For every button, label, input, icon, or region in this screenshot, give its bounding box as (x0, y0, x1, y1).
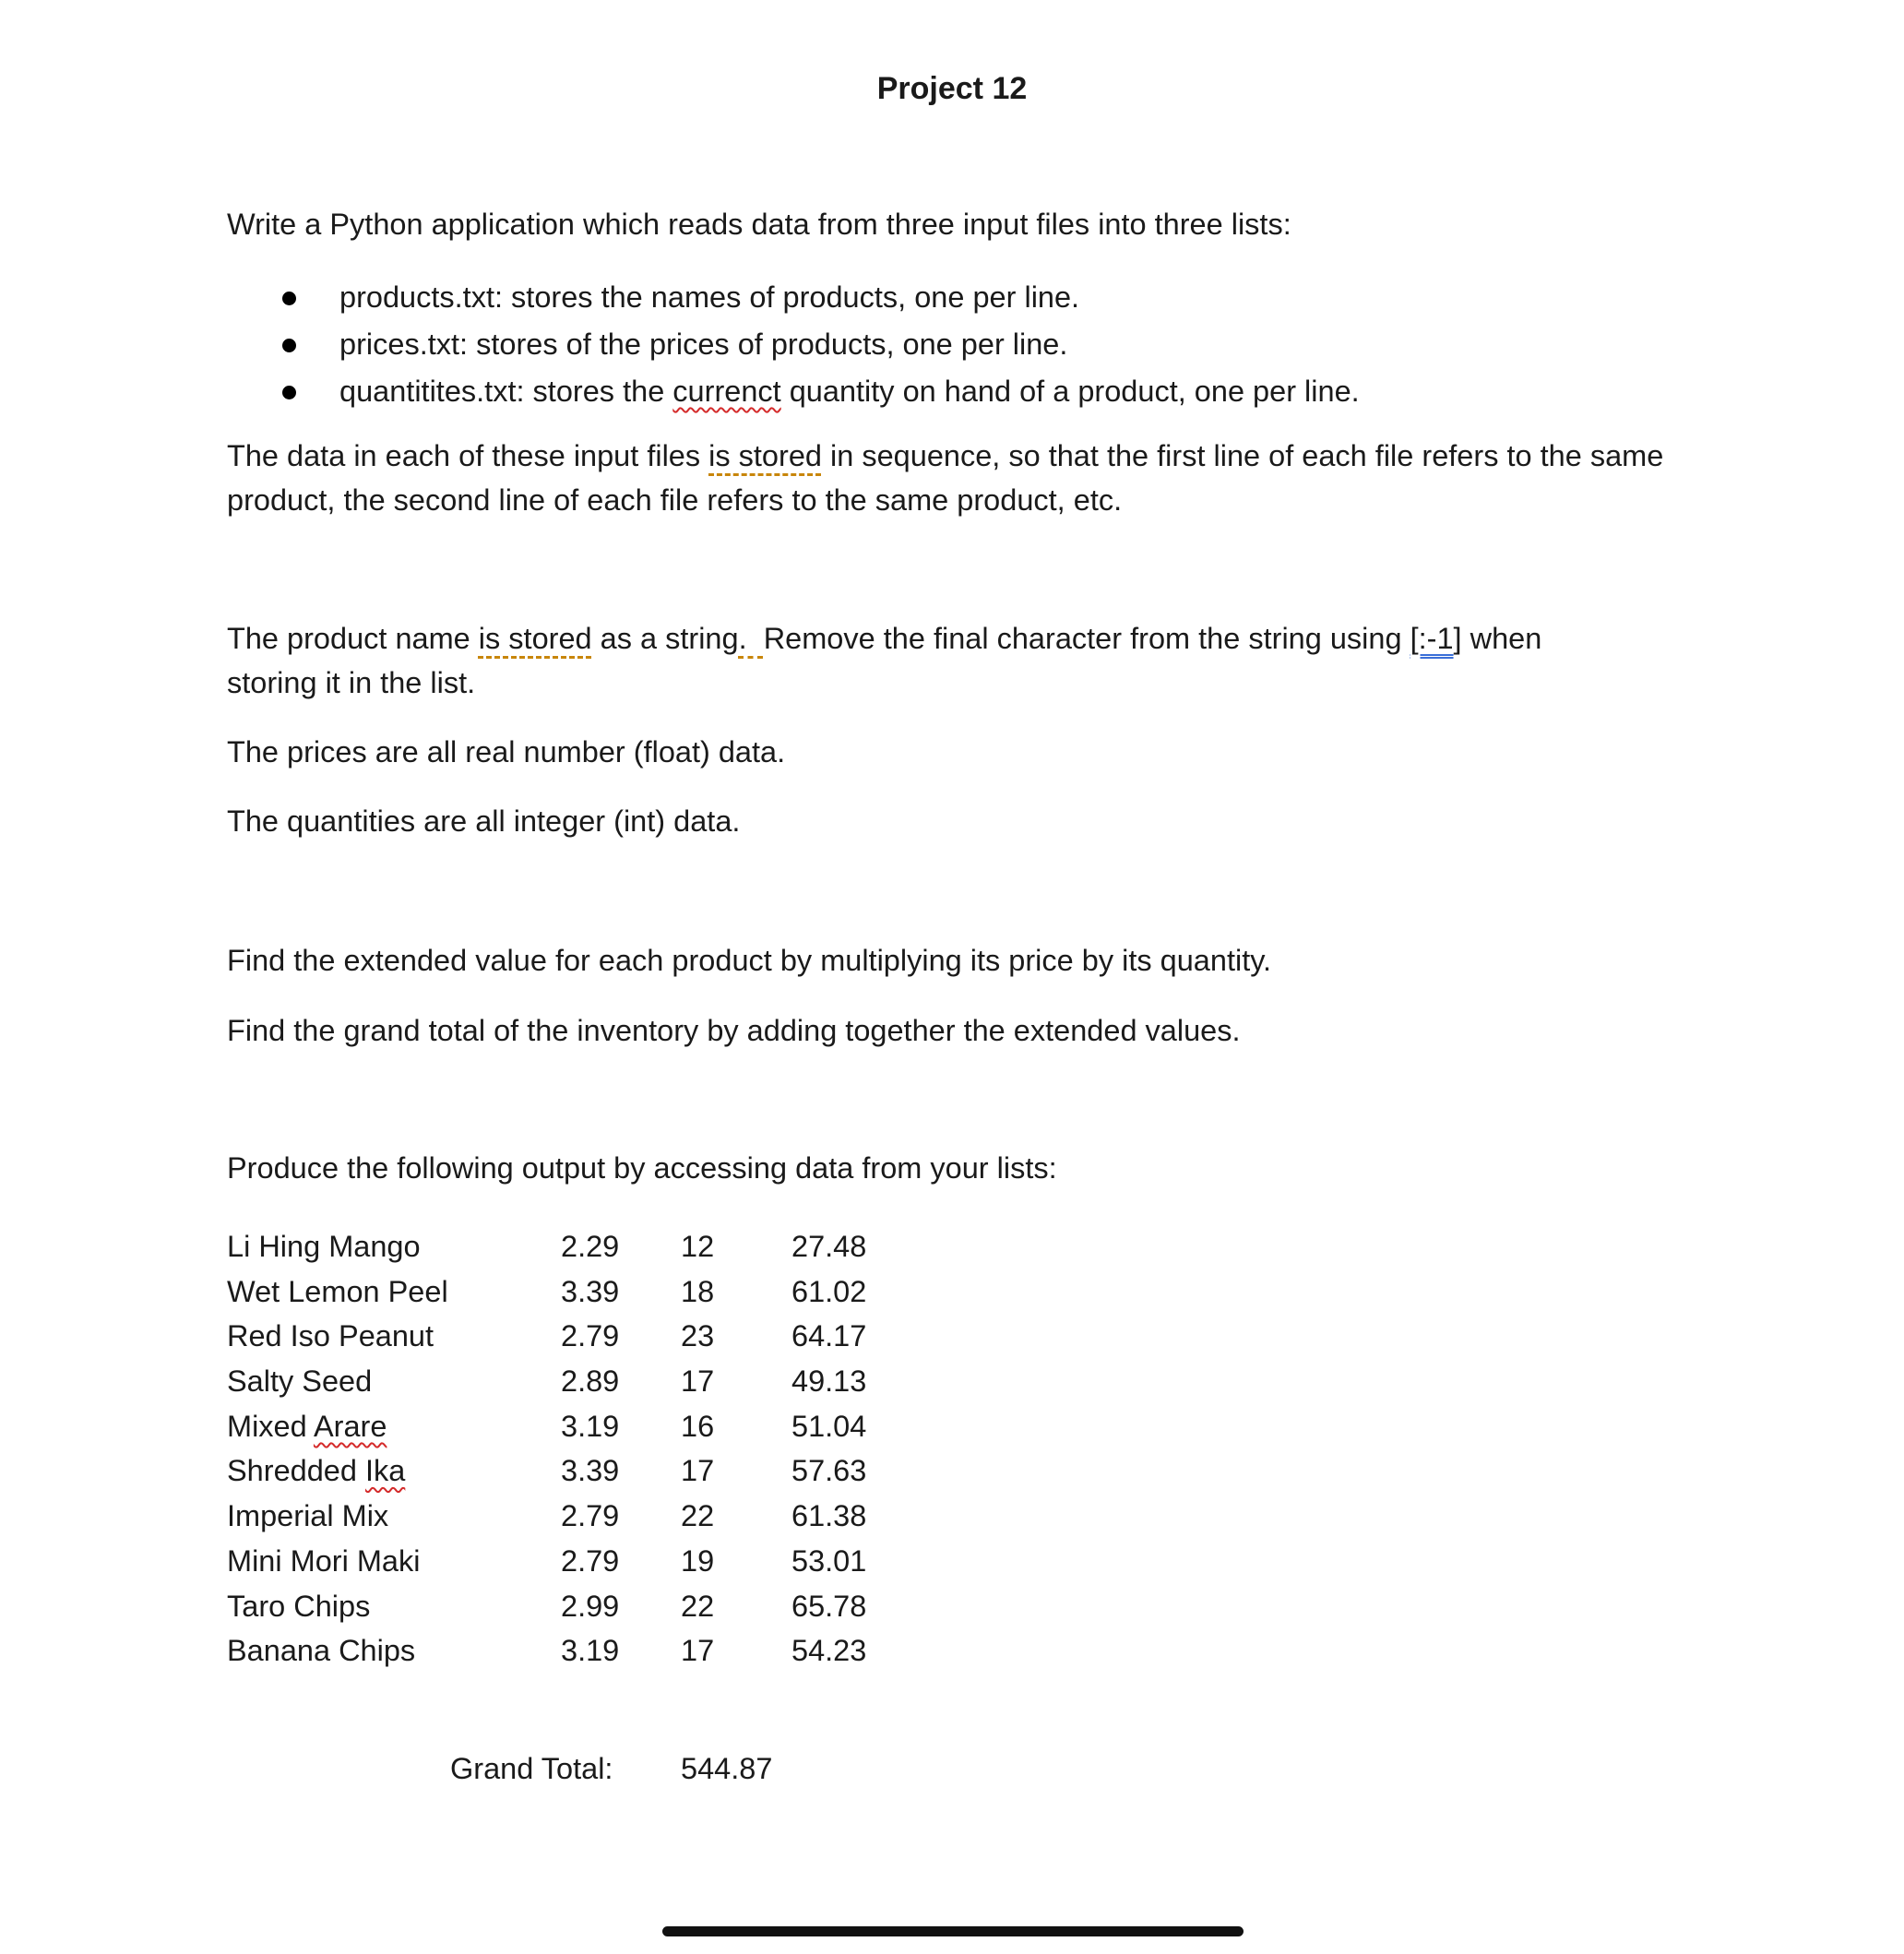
bullet-text: quantitites.txt: stores the currenct quantity on hand of a product, one per line. (339, 375, 1360, 408)
sequence-paragraph: The data in each of these input files is stored in sequence, so that the first line of each file refers to the same product, the second line of each file refers to the same product, etc. (227, 439, 1664, 517)
product-quantity: 17 (681, 1454, 715, 1488)
extended-value: 64.17 (791, 1319, 867, 1353)
product-name: Shredded Ika (227, 1454, 406, 1488)
extended-value: 49.13 (791, 1364, 867, 1399)
extended-value: 51.04 (791, 1409, 867, 1443)
product-price: 3.39 (561, 1454, 620, 1488)
product-name: Banana Chips (227, 1634, 416, 1668)
bullet-text: products.txt: stores the names of products, one per line. (339, 280, 1080, 314)
extended-value: 53.01 (791, 1543, 867, 1578)
extended-value: 65.78 (791, 1589, 867, 1623)
style-flag[interactable]: [:-1 (1410, 622, 1454, 655)
bullet-icon (282, 339, 296, 352)
product-price: 2.79 (561, 1499, 620, 1533)
prices-paragraph: The prices are all real number (float) data. (227, 735, 786, 768)
grand-total-value: 544.87 (681, 1752, 773, 1785)
extended-value: 61.02 (791, 1274, 867, 1308)
home-indicator[interactable] (662, 1926, 1244, 1936)
grand-total-label: Grand Total: (450, 1752, 613, 1785)
product-price: 3.39 (561, 1274, 620, 1308)
page-title: Project 12 (876, 71, 1028, 106)
product-name: Imperial Mix (227, 1499, 389, 1533)
quantities-paragraph: The quantities are all integer (int) data. (227, 804, 741, 838)
list-item (227, 322, 1703, 369)
bullet-icon (282, 386, 296, 399)
product-name: Mini Mori Maki (227, 1543, 421, 1578)
input-file-list (227, 275, 1703, 416)
product-quantity: 19 (681, 1543, 715, 1578)
extended-value: 54.23 (791, 1634, 867, 1668)
product-quantity: 12 (681, 1230, 715, 1263)
product-price: 3.19 (561, 1634, 620, 1668)
product-price: 2.79 (561, 1319, 620, 1353)
grand-total-paragraph: Find the grand total of the inventory by adding together the extended values. (227, 1014, 1241, 1047)
product-name: Taro Chips (227, 1589, 371, 1623)
list-item (227, 369, 1703, 416)
product-quantity: 18 (681, 1274, 715, 1308)
grammar-flag[interactable]: is stored (478, 622, 592, 655)
spelling-flag[interactable]: Ika (364, 1454, 406, 1488)
product-price: 3.19 (561, 1409, 620, 1443)
intro-paragraph: Write a Python application which reads data from three input files into three lists: (227, 208, 1291, 241)
extended-value: 27.48 (791, 1230, 867, 1263)
extended-value: 61.38 (791, 1499, 867, 1533)
product-price: 2.79 (561, 1543, 620, 1578)
product-quantity: 22 (681, 1589, 715, 1623)
product-price: 2.89 (561, 1364, 620, 1399)
spelling-flag[interactable]: Arare (313, 1409, 387, 1443)
product-price: 2.29 (561, 1230, 620, 1263)
bullet-text: prices.txt: stores of the prices of products, one per line. (339, 328, 1068, 361)
bullet-icon (282, 292, 296, 305)
product-quantity: 16 (681, 1409, 715, 1443)
product-name-paragraph: The product name is stored as a string. Remove the final character from the string using [:-1] when storing it in the list. (227, 622, 1542, 699)
spelling-flag[interactable]: currenct (672, 375, 781, 408)
product-name: Li Hing Mango (227, 1230, 421, 1263)
extended-value-paragraph: Find the extended value for each product by multiplying its price by its quantity. (227, 944, 1272, 977)
product-quantity: 17 (681, 1634, 715, 1668)
product-name: Mixed Arare (227, 1409, 387, 1443)
grammar-flag[interactable]: is stored (708, 439, 822, 472)
product-name: Red Iso Peanut (227, 1319, 434, 1353)
grammar-flag[interactable]: . (738, 622, 764, 655)
product-quantity: 17 (681, 1364, 715, 1399)
output-intro-paragraph: Produce the following output by accessing data from your lists: (227, 1151, 1057, 1185)
product-price: 2.99 (561, 1589, 620, 1623)
extended-value: 57.63 (791, 1454, 867, 1488)
product-quantity: 23 (681, 1319, 715, 1353)
list-item (227, 275, 1703, 322)
product-name: Wet Lemon Peel (227, 1274, 448, 1308)
product-name: Salty Seed (227, 1364, 373, 1399)
product-quantity: 22 (681, 1499, 715, 1533)
